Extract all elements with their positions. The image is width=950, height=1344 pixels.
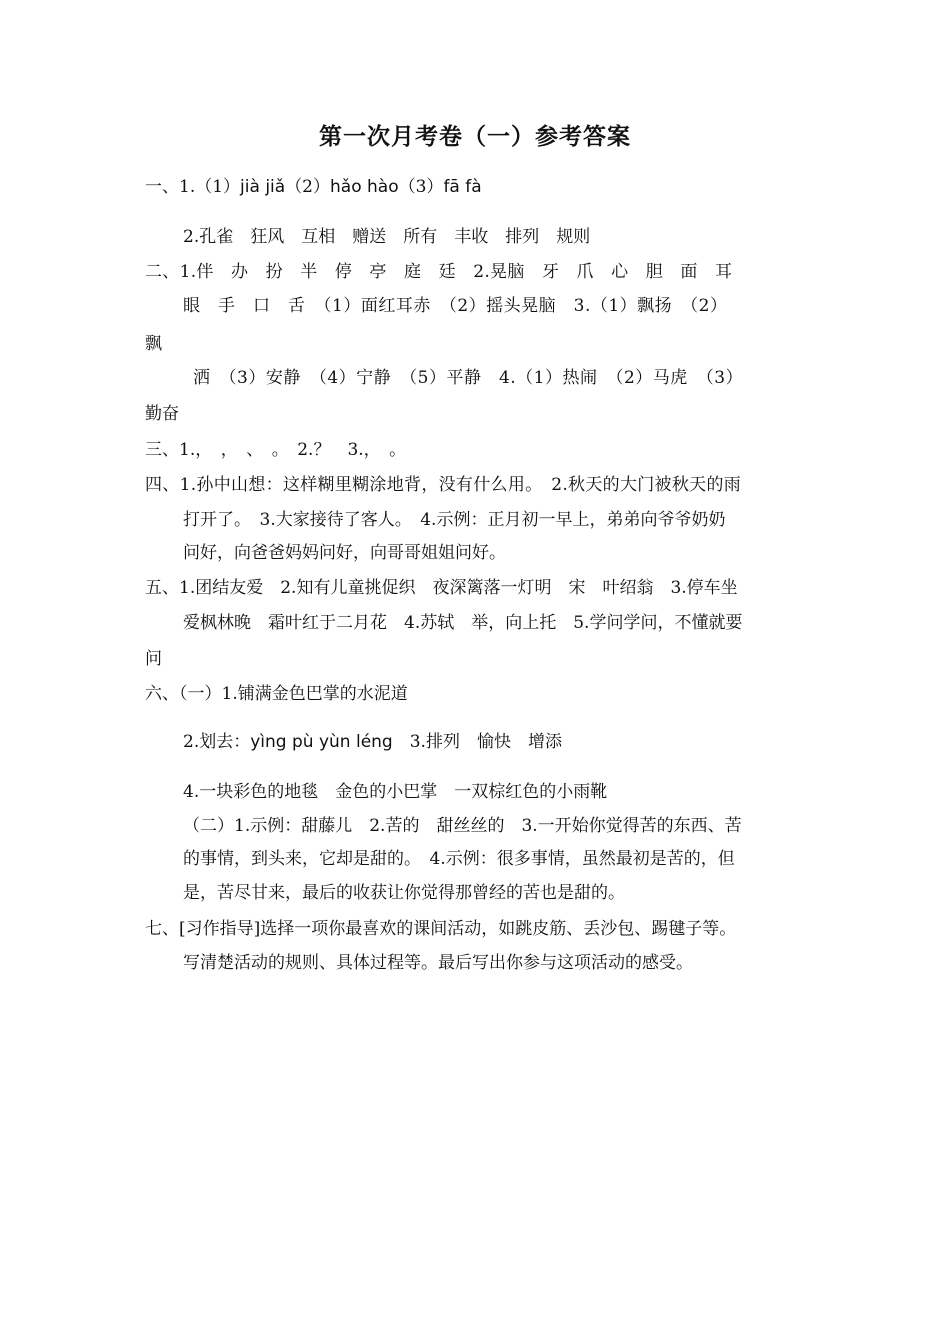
answer-line: 问好，向爸爸妈妈问好，向哥哥姐姐问好。 (183, 543, 506, 563)
answer-line: 三、1.， ， 、 。 2.？ 3.， 。 (145, 440, 407, 460)
pinyin-segment: fā fà (443, 177, 482, 197)
answer-line: 2.孔雀 狂风 互相 赠送 所有 丰收 排列 规则 (183, 227, 591, 247)
pinyin-segment: yìng pù yùn léng (250, 732, 393, 752)
answer-line: 是，苦尽甘来，最后的收获让你觉得那曾经的苦也是甜的。 (183, 883, 625, 903)
answer-line: 爱枫林晚 霜叶红于二月花 4.苏轼 举，向上托 5.学问学问，不懂就要 (183, 613, 743, 633)
answer-line: 四、1.孙中山想：这样糊里糊涂地背，没有什么用。 2.秋天的大门被秋天的雨 (145, 475, 742, 495)
answer-line: 七、[习作指导]选择一项你最喜欢的课间活动，如跳皮筋、丢沙包、踢毽子等。 (145, 919, 737, 939)
text-segment: 一、1.（1） (145, 177, 241, 197)
answer-line: 的事情，到头来，它却是甜的。 4.示例：很多事情，虽然最初是苦的，但 (183, 849, 735, 869)
answer-line: 五、1.团结友爱 2.知有儿童挑促织 夜深篱落一灯明 宋 叶绍翁 3.停车坐 (145, 578, 738, 598)
page-title: 第一次月考卷（一）参考答案 (319, 124, 631, 150)
answer-line: （二）1.示例：甜藤儿 2.苦的 甜丝丝的 3.一开始你觉得苦的东西、苦 (183, 816, 742, 836)
text-segment: 3.排列 愉快 增添 (392, 732, 562, 752)
pinyin-segment: hǎo hào (330, 177, 399, 197)
text-segment: 2.划去： (183, 732, 251, 752)
answer-line-1-1 (145, 176, 482, 198)
text-segment: （3） (398, 177, 444, 197)
answer-line: 4.一块彩色的地毯 金色的小巴掌 一双棕红色的小雨靴 (183, 782, 608, 802)
pinyin-segment: jià jiǎ (240, 177, 286, 197)
answer-line: 问 (145, 649, 162, 669)
answer-line-6-2 (183, 731, 562, 753)
answer-line: 洒 （3）安静 （4）宁静 （5）平静 4.（1）热闹 （2）马虎 （3） (193, 368, 744, 388)
answer-line: 二、1.伴 办 扮 半 停 亭 庭 廷 2.晃脑 牙 爪 心 胆 面 耳 (145, 262, 733, 282)
answer-line: 打开了。 3.大家接待了客人。 4.示例：正月初一早上，弟弟向爷爷奶奶 (183, 510, 726, 530)
text-segment: （2） (285, 177, 331, 197)
answer-line: 写清楚活动的规则、具体过程等。最后写出你参与这项活动的感受。 (183, 953, 693, 973)
answer-line: 飘 (145, 334, 162, 354)
answer-line: 勤奋 (145, 404, 179, 424)
answer-line: 六、（一）1.铺满金色巴掌的水泥道 (145, 684, 408, 704)
answer-line: 眼 手 口 舌 （1）面红耳赤 （2）摇头晃脑 3.（1）飘扬 （2） (183, 296, 728, 316)
